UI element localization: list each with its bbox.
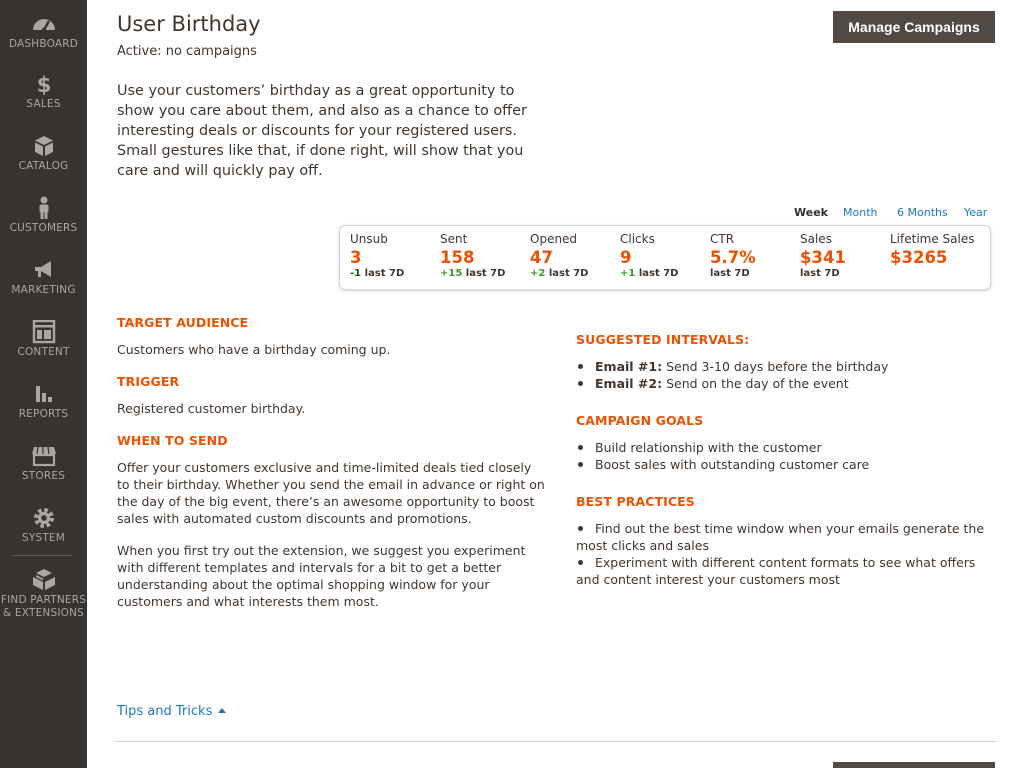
stat-delta — [620, 268, 678, 279]
intro-text: Use your customers’ birthday as a great opportunity to show you care about them, and also as a chance to offer interesting deals or discounts for your registered users. Small gestures like that, if done right, will show that you care and will quickly pay off. — [117, 83, 527, 179]
list-item: Build relationship with the customer — [576, 439, 996, 456]
period-week[interactable]: Week — [794, 206, 828, 219]
sidebar-item-catalog[interactable] — [0, 134, 87, 173]
when-to-send-heading: WHEN TO SEND — [117, 433, 228, 448]
sidebar-item-dashboard[interactable] — [0, 12, 87, 51]
sidebar-item-label: FIND PARTNERS & EXTENSIONS — [0, 594, 87, 619]
stat-delta-value: +15 — [440, 268, 463, 279]
sidebar-item-label: SYSTEM — [21, 532, 66, 544]
stat-value: $3265 — [890, 248, 948, 267]
stat-clicks — [620, 232, 678, 279]
sidebar-item-reports[interactable] — [0, 382, 87, 421]
stat-delta-value: +2 — [530, 268, 546, 279]
practices-list — [576, 520, 996, 588]
sidebar-item-label: MARKETING — [11, 284, 76, 296]
list-item: Find out the best time window when your emails generate the most clicks and sales — [576, 520, 996, 554]
suggested-intervals-heading: SUGGESTED INTERVALS: — [576, 332, 750, 347]
interval-label: Email #1: — [595, 359, 663, 374]
list-item: Boost sales with outstanding customer care — [576, 456, 996, 473]
cubes-icon — [30, 568, 58, 592]
sidebar-item-sales[interactable] — [0, 72, 87, 111]
stat-sales — [800, 232, 846, 279]
stat-value: 47 — [530, 248, 553, 267]
stat-delta-suffix: last 7D — [800, 268, 840, 279]
box-icon — [30, 134, 58, 158]
best-practices-heading: BEST PRACTICES — [576, 494, 695, 509]
section-divider — [115, 741, 996, 742]
period-month[interactable]: Month — [843, 206, 878, 219]
stat-ctr — [710, 232, 756, 279]
stat-label: Opened — [530, 232, 578, 246]
stat-label: Unsub — [350, 232, 388, 246]
stat-value: 5.7% — [710, 248, 756, 267]
svg-text:$: $ — [36, 73, 51, 96]
stat-delta-suffix: last 7D — [710, 268, 750, 279]
tips-label: Tips and Tricks — [117, 704, 213, 719]
trigger-heading: TRIGGER — [117, 374, 180, 389]
bar-chart-icon — [30, 382, 58, 406]
bottom-action-button[interactable] — [833, 762, 995, 768]
manage-campaigns-button[interactable]: Manage Campaigns — [833, 11, 995, 43]
dashboard-icon — [30, 12, 58, 36]
stat-value: 158 — [440, 248, 475, 267]
stat-delta — [710, 268, 756, 279]
stat-label: Lifetime Sales — [890, 232, 975, 246]
interval-label: Email #2: — [595, 376, 663, 391]
goals-list — [576, 439, 996, 473]
target-audience-text: Customers who have a birthday coming up. — [117, 342, 391, 357]
stat-value: 9 — [620, 248, 632, 267]
sidebar-item-label: SALES — [26, 98, 61, 110]
page-title: User Birthday — [117, 12, 261, 36]
stat-delta-suffix: last 7D — [462, 268, 506, 279]
stat-lifetime-sales — [890, 232, 975, 267]
period-6-months[interactable]: 6 Months — [897, 206, 948, 219]
sidebar-item-customers[interactable] — [0, 196, 87, 235]
period-year[interactable]: Year — [964, 206, 988, 219]
stat-delta-suffix: last 7D — [635, 268, 679, 279]
campaign-goals-heading: CAMPAIGN GOALS — [576, 413, 704, 428]
stat-label: Clicks — [620, 232, 655, 246]
admin-sidebar — [0, 0, 87, 768]
sidebar-item-label: REPORTS — [18, 408, 69, 420]
interval-text: Send 3-10 days before the birthday — [662, 359, 889, 374]
sidebar-item-content[interactable] — [0, 320, 87, 359]
sidebar-item-marketing[interactable] — [0, 258, 87, 297]
main-content — [87, 0, 1024, 768]
stat-sent — [440, 232, 505, 279]
sidebar-item-system[interactable] — [0, 506, 87, 545]
stat-label: Sales — [800, 232, 832, 246]
when-to-send-text: Offer your customers exclusive and time-limited deals tied closely to their birthday. Whether you send the email in advance or right on the day of the big event, there’s an awesome opportunity to boost sales with automated custom discounts and promotions. — [117, 460, 545, 526]
stat-unsub — [350, 232, 404, 279]
stats-panel — [339, 225, 991, 290]
stat-delta-suffix: last 7D — [545, 268, 589, 279]
stat-delta — [800, 268, 846, 279]
person-icon — [30, 196, 58, 220]
when-to-send-advice: When you first try out the extension, we suggest you experiment with different templates and intervals for a bit to get a better understanding about the optimal shopping window for your customers and what interests them most. — [117, 543, 526, 609]
stat-delta-value: +1 — [620, 268, 636, 279]
list-item — [576, 358, 996, 375]
stat-delta — [530, 268, 588, 279]
target-audience-heading: TARGET AUDIENCE — [117, 315, 249, 330]
stat-opened — [530, 232, 588, 279]
sidebar-item-stores[interactable] — [0, 444, 87, 483]
intervals-list — [576, 358, 996, 392]
caret-up-icon — [218, 708, 226, 713]
stat-delta — [440, 268, 505, 279]
trigger-text: Registered customer birthday. — [117, 401, 306, 416]
sidebar-item-label: CUSTOMERS — [9, 222, 78, 234]
sidebar-item-find-partners[interactable] — [0, 568, 87, 620]
gear-icon — [30, 506, 58, 530]
campaign-status: Active: no campaigns — [117, 44, 257, 59]
stat-value: 3 — [350, 248, 362, 267]
list-item — [576, 375, 996, 392]
megaphone-icon — [30, 258, 58, 282]
sidebar-divider — [13, 555, 73, 556]
stat-label: Sent — [440, 232, 468, 246]
tips-and-tricks-toggle[interactable] — [117, 704, 226, 719]
sidebar-item-label: CATALOG — [18, 160, 69, 172]
sidebar-item-label: CONTENT — [17, 346, 70, 358]
stat-label: CTR — [710, 232, 735, 246]
layout-icon — [30, 320, 58, 344]
stat-delta-suffix: last 7D — [361, 268, 405, 279]
storefront-icon — [30, 444, 58, 468]
stat-delta — [350, 268, 404, 279]
stat-delta-value: -1 — [350, 268, 362, 279]
interval-text: Send on the day of the event — [662, 376, 849, 391]
stat-value: $341 — [800, 248, 846, 267]
sidebar-item-label: DASHBOARD — [8, 38, 79, 50]
list-item: Experiment with different content formats to see what offers and content interest your customers most — [576, 554, 996, 588]
sidebar-item-label: STORES — [21, 470, 66, 482]
dollar-icon — [30, 72, 58, 96]
